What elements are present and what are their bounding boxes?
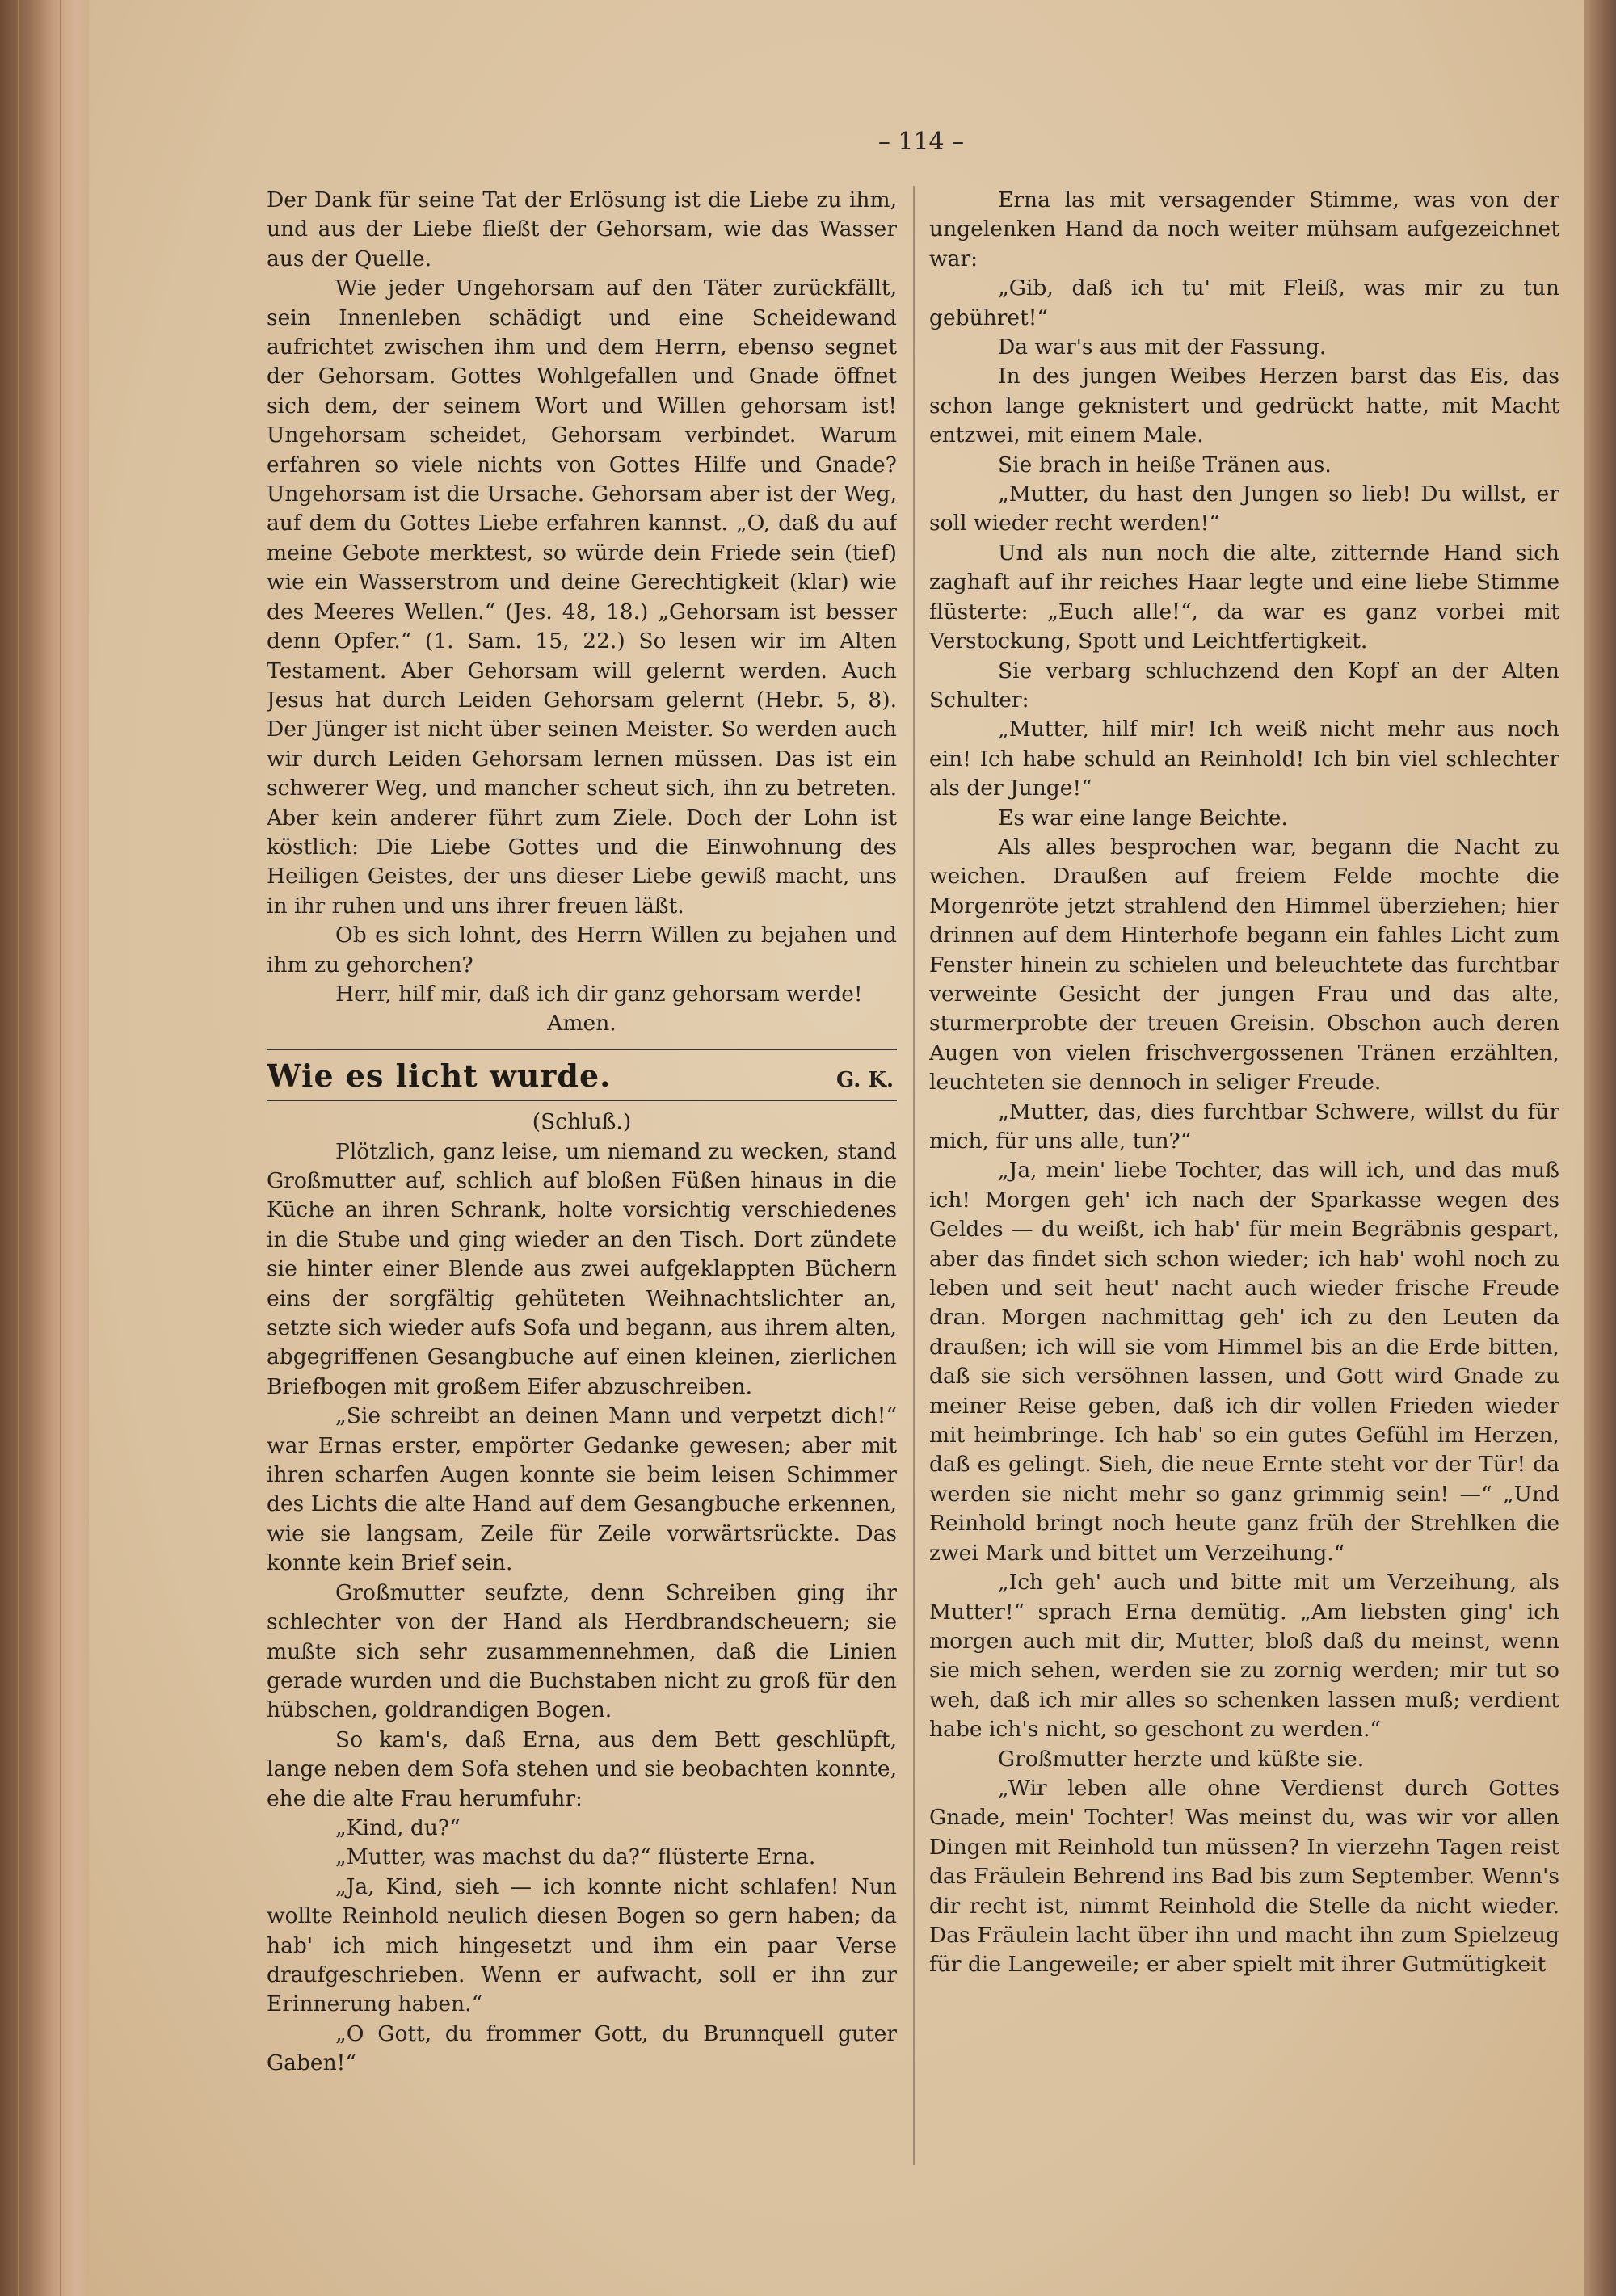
paragraph: So kam's, daß Erna, aus dem Bett geschlüpft, lange neben dem Sofa stehen und sie beobachten konnte, ehe die alte Frau herumfuhr: xyxy=(267,1726,897,1811)
paragraph: In des jungen Weibes Herzen barst das Eis, das schon lange geknistert und gedrückt hatte, mit Macht entzwei, mit einem Male. xyxy=(929,364,1559,448)
paragraph: „Ich geh' auch und bitte mit um Verzeihung, als Mutter!“ sprach Erna demütig. „Am liebsten ging' ich morgen auch mit dir, Mutter, bloß daß du meinst, wenn sie mich sehen, werden sie zu zornig werden; mir tut so weh, daß ich mir alles so schenken lassen muß; verdient habe ich's nicht, so geschont zu werden.“ xyxy=(929,1570,1559,1743)
paragraph: „Kind, du?“ xyxy=(335,1815,461,1840)
book-gutter-left xyxy=(0,0,89,2296)
paragraph: „Mutter, was machst du da?“ flüsterte Erna. xyxy=(335,1844,816,1870)
paragraph: „Ja, mein' liebe Tochter, das will ich, und das muß ich! Morgen geh' ich nach der Sparkasse wegen des Geldes — du weißt, ich hab' für mein Begräbnis gespart, aber das findet sich schon wieder; ich hab' wohl noch zu leben und seit heut' nacht auch wieder frische Freude dran. Morgen nachmittag geh' ich zu den Leuten da draußen; ich will sie vom Himmel bis an die Erde bitten, daß sie sich versöhnen lassen, und Gott wird Gnade zu meiner Reise geben, daß ich dir vollen Frieden wieder mit heimbringe. Ich hab' so ein gutes Gefühl im Herzen, daß es gelingt. Sieh, die neue Ernte steht vor der Tür! da werden sie nicht mehr so ganz grimmig sein! —“ „Und Reinhold bringt noch heute ganz früh der Strehlken die zwei Mark und bittet um Verzeihung.“ xyxy=(929,1158,1559,1566)
title-rule-bottom xyxy=(267,1100,897,1101)
paragraph: Plötzlich, ganz leise, um niemand zu wecken, stand Großmutter auf, schlich auf bloßen Füßen hinaus in die Küche an ihren Schrank, holte vorsichtig verschiedenes in die Stube und ging wieder an den Tisch. Dort zündete sie hinter einer Blende aus zwei aufgeklappten Büchern eins der sorgfältig gehüteten Weihnachtslichter an, setzte sich wieder aufs Sofa und begann, aus ihrem alten, abgegriffenen Gesangbuche auf einen kleinen, zierlichen Briefbogen mit großem Eifer abzuschreiben. xyxy=(267,1138,897,1399)
paragraph: Es war eine lange Beichte. xyxy=(998,805,1288,831)
paragraph: Herr, hilf mir, daß ich dir ganz gehorsam werde! xyxy=(335,981,863,1007)
article-subtitle: (Schluß.) xyxy=(532,1109,632,1135)
article-header xyxy=(267,1057,897,1095)
paragraph: „O Gott, du frommer Gott, du Brunnquell guter Gaben!“ xyxy=(267,2021,897,2076)
paragraph: Sie brach in heiße Tränen aus. xyxy=(998,452,1332,477)
paragraph: „Mutter, das, dies furchtbar Schwere, willst du für mich, für uns alle, tun?“ xyxy=(929,1099,1559,1154)
paragraph: „Sie schreibt an deinen Mann und verpetzt dich!“ war Ernas erster, empörter Gedanke gewesen; aber mit ihren scharfen Augen konnte sie beim leisen Schimmer des Lichts die alte Hand auf dem Gesangbuche erkennen, wie sie langsam, Zeile für Zeile vorwärtsrückte. Das konnte kein Brief sein. xyxy=(267,1403,897,1576)
paragraph: Erna las mit versagender Stimme, was von der ungelenken Hand da noch weiter mühsam aufgezeichnet war: xyxy=(929,187,1559,271)
article-author: G. K. xyxy=(835,1067,894,1092)
paragraph: „Mutter, du hast den Jungen so lieb! Du willst, er soll wieder recht werden!“ xyxy=(929,481,1559,536)
paragraph: Wie jeder Ungehorsam auf den Täter zurückfällt, sein Innenleben schädigt und eine Scheidewand aufrichtet zwischen ihm und dem Herrn, ebenso segnet der Gehorsam. Gottes Wohlgefallen und Gnade öffnet sich dem, der seinem Wort und Willen gehorsam ist! Ungehorsam scheidet, Gehorsam verbindet. Warum erfahren so viele nichts von Gottes Hilfe und Gnade? Ungehorsam ist die Ursache. Gehorsam aber ist der Weg, auf dem du Gottes Liebe erfahren kannst. „O, daß du auf meine Gebote merktest, so würde dein Friede sein (tief) wie ein Wasserstrom und deine Gerechtigkeit (klar) wie des Meeres Wellen.“ (Jes. 48, 18.) „Gehorsam ist besser denn Opfer.“ (1. Sam. 15, 22.) So lesen wir im Alten Testament. Aber Gehorsam will gelernt werden. Auch Jesus hat durch Leiden Gehorsam gelernt (Hebr. 5, 8). Der Jünger ist nicht über seinen Meister. So werden auch wir durch Leiden Gehorsam lernen müssen. Das ist ein schwerer Weg, und mancher scheut sich, ihn zu betreten. Aber kein anderer führt zum Ziele. Doch der Lohn ist köstlich: Die Liebe Gottes und die Einwohnung des Heiligen Geistes, der uns dieser Liebe gewiß macht, uns in ihr ruhen und uns ihrer freuen läßt. xyxy=(267,275,897,919)
book-edge-right xyxy=(1584,0,1616,2296)
page-number: – 114 – xyxy=(877,128,965,156)
paragraph: Ob es sich lohnt, des Herrn Willen zu bejahen und ihm zu gehorchen? xyxy=(267,923,897,978)
left-column xyxy=(267,186,897,2141)
paragraph: „Gib, daß ich tu' mit Fleiß, was mir zu tun gebühret!“ xyxy=(929,275,1559,330)
paragraph: Als alles besprochen war, begann die Nacht zu weichen. Draußen auf freiem Felde mochte die Morgenröte jetzt strahlend den Himmel überziehen; hier drinnen auf dem Hinterhofe begann ein fahles Licht zum Fenster hinein zu schielen und beleuchtete das furchtbar verweinte Gesicht der jungen Frau und das alte, sturmerprobte der treuen Greisin. Obschon auch deren Augen von vielen frischvergossenen Tränen erzählten, leuchteten sie dennoch in seliger Freude. xyxy=(929,834,1559,1095)
amen-line: Amen. xyxy=(547,1011,617,1037)
paragraph: Großmutter seufzte, denn Schreiben ging ihr schlechter von der Hand als Herdbrandscheuern; sie mußte sich sehr zusammennehmen, daß die Linien gerade wurden und die Buchstaben nicht zu groß für den hübschen, goldrandigen Bogen. xyxy=(267,1579,897,1723)
title-rule-top xyxy=(267,1049,897,1050)
column-divider xyxy=(913,186,915,2165)
paragraph: „Ja, Kind, sieh — ich konnte nicht schlafen! Nun wollte Reinhold neulich diesen Bogen so gern haben; da hab' ich mich hingesetzt und ihm ein paar Verse draufgeschrieben. Wenn er aufwacht, soll er ihn zur Erinnerung haben.“ xyxy=(267,1873,897,2017)
right-column xyxy=(929,186,1559,2165)
paragraph: Sie verbarg schluchzend den Kopf an der Alten Schulter: xyxy=(929,658,1559,713)
paragraph: Großmutter herzte und küßte sie. xyxy=(998,1746,1365,1772)
article-title: Wie es licht wurde. xyxy=(267,1057,612,1094)
paragraph: Und als nun noch die alte, zitternde Hand sich zaghaft auf ihr reiches Haar legte und eine liebe Stimme flüsterte: „Euch alle!“, da war es ganz vorbei mit Verstockung, Spott und Leichtfertigkeit. xyxy=(929,540,1559,654)
paragraph: Der Dank für seine Tat der Erlösung ist die Liebe zu ihm, und aus der Liebe fließt der Gehorsam, wie das Wasser aus der Quelle. xyxy=(267,187,897,271)
paragraph: Da war's aus mit der Fassung. xyxy=(998,334,1327,360)
paragraph: „Wir leben alle ohne Verdienst durch Gottes Gnade, mein' Tochter! Was meinst du, was wir vor allen Dingen mit Reinhold tun müssen? In vierzehn Tagen reist das Fräulein Behrend ins Bad bis zum September. Wenn's dir recht ist, nimmt Reinhold die Stelle da nicht wieder. Das Fräulein lacht über ihn und macht ihn zum Spielzeug für die Langeweile; er aber spielt mit ihrer Gutmütigkeit xyxy=(929,1775,1559,1978)
paragraph: „Mutter, hilf mir! Ich weiß nicht mehr aus noch ein! Ich habe schuld an Reinhold! Ich bin viel schlechter als der Junge!“ xyxy=(929,717,1559,801)
